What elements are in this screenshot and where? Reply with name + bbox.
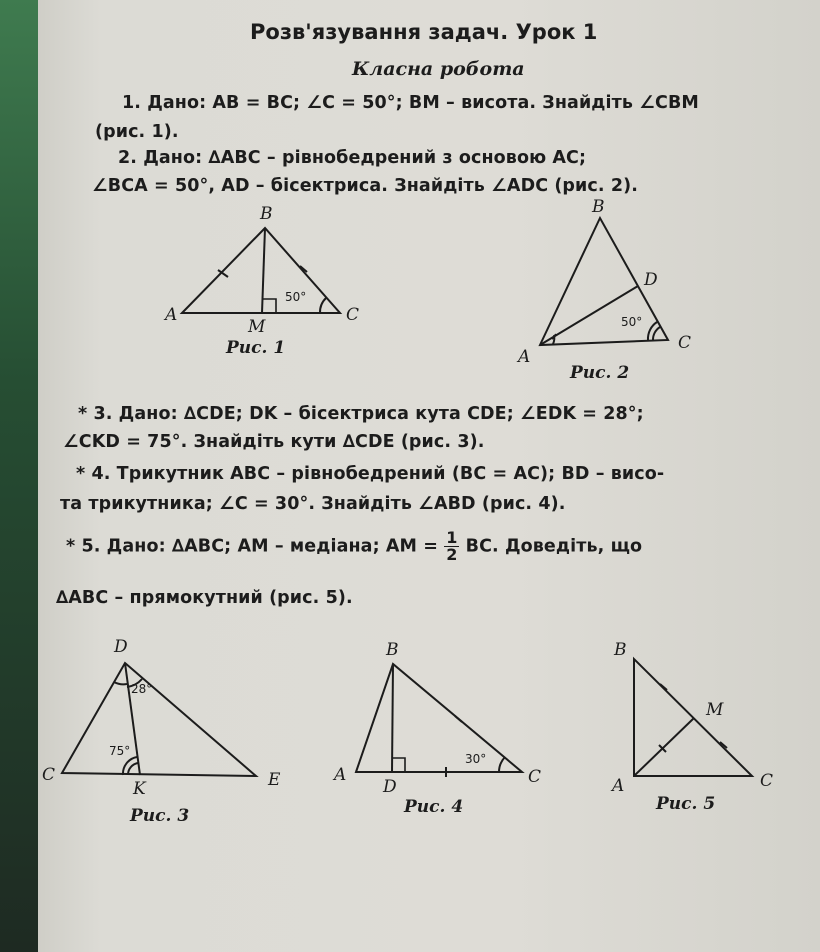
problem-3-line-1: * 3. Дано: ∆CDE; DK – бісектриса кута CDE; ∠EDK = 28°; bbox=[78, 404, 644, 424]
problem-1-line-1: 1. Дано: AB = BC; ∠C = 50°; BM – висота. Знайдіть ∠CBM bbox=[122, 93, 699, 113]
fig4-label-d: D bbox=[383, 777, 397, 797]
problem-5-line-2: ∆ABC – прямокутний (рис. 5). bbox=[56, 588, 353, 608]
fig1-label-a: A bbox=[165, 305, 178, 325]
problem-1-line-2: (рис. 1). bbox=[95, 122, 179, 142]
fig1-angle-label: 50° bbox=[285, 290, 307, 304]
fig2-label-d: D bbox=[644, 270, 658, 290]
fig4-caption: Рис. 4 bbox=[404, 797, 464, 817]
fig3-label-k: K bbox=[133, 779, 146, 799]
fig3-label-e: E bbox=[268, 770, 281, 790]
fig2-label-a: A bbox=[518, 347, 531, 367]
problem-4-line-2: та трикутника; ∠C = 30°. Знайдіть ∠ABD (рис. 4). bbox=[60, 494, 566, 514]
problem-3-line-2: ∠CKD = 75°. Знайдіть кути ∆CDE (рис. 3). bbox=[63, 432, 485, 452]
problem-5-text-before: * 5. Дано: ∆ABC; AM – медіана; AM = bbox=[66, 536, 438, 557]
fig3-angle-bottom: 75° bbox=[109, 744, 131, 758]
fig4-label-c: C bbox=[528, 767, 542, 787]
problem-5-text-after: BC. Доведіть, що bbox=[465, 536, 643, 557]
fig3-caption: Рис. 3 bbox=[130, 806, 190, 826]
fig5-median-am bbox=[634, 718, 694, 776]
fig2-caption: Рис. 2 bbox=[570, 363, 630, 383]
fig3-label-d: D bbox=[114, 637, 128, 657]
fig1-label-m: M bbox=[248, 317, 266, 337]
fraction-denominator: 2 bbox=[446, 545, 458, 564]
fig5-label-c: C bbox=[760, 771, 774, 791]
page-subtitle: Класна робота bbox=[352, 58, 525, 80]
fig5-label-b: B bbox=[614, 640, 627, 660]
fig2-label-b: B bbox=[592, 197, 605, 217]
fig4-label-a: A bbox=[334, 765, 347, 785]
fig2-angle-label: 50° bbox=[621, 315, 643, 329]
fig1-caption: Рис. 1 bbox=[226, 338, 286, 358]
fig5-label-m: M bbox=[706, 700, 724, 720]
problem-4-line-1: * 4. Трикутник ABC – рівнобедрений (BC = AC); BD – висо- bbox=[76, 464, 665, 484]
problem-2-line-2: ∠BCA = 50°, AD – бісектриса. Знайдіть ∠ADC (рис. 2). bbox=[92, 176, 638, 196]
fig1-label-b: B bbox=[260, 204, 273, 224]
fraction-numerator: 1 bbox=[446, 528, 458, 547]
fig4-label-b: B bbox=[386, 640, 399, 660]
fig5-label-a: A bbox=[612, 776, 625, 796]
page-title: Розв'язування задач. Урок 1 bbox=[250, 20, 598, 44]
fig3-angle-top: 28° bbox=[131, 682, 153, 696]
fig3-label-c: C bbox=[42, 765, 56, 785]
problem-2-line-1: 2. Дано: ∆ABC – рівнобедрений з основою AC; bbox=[118, 148, 587, 168]
fig4-angle-label: 30° bbox=[465, 752, 487, 766]
fig1-label-c: C bbox=[346, 305, 360, 325]
fig5-caption: Рис. 5 bbox=[656, 794, 716, 814]
fig2-label-c: C bbox=[678, 333, 692, 353]
